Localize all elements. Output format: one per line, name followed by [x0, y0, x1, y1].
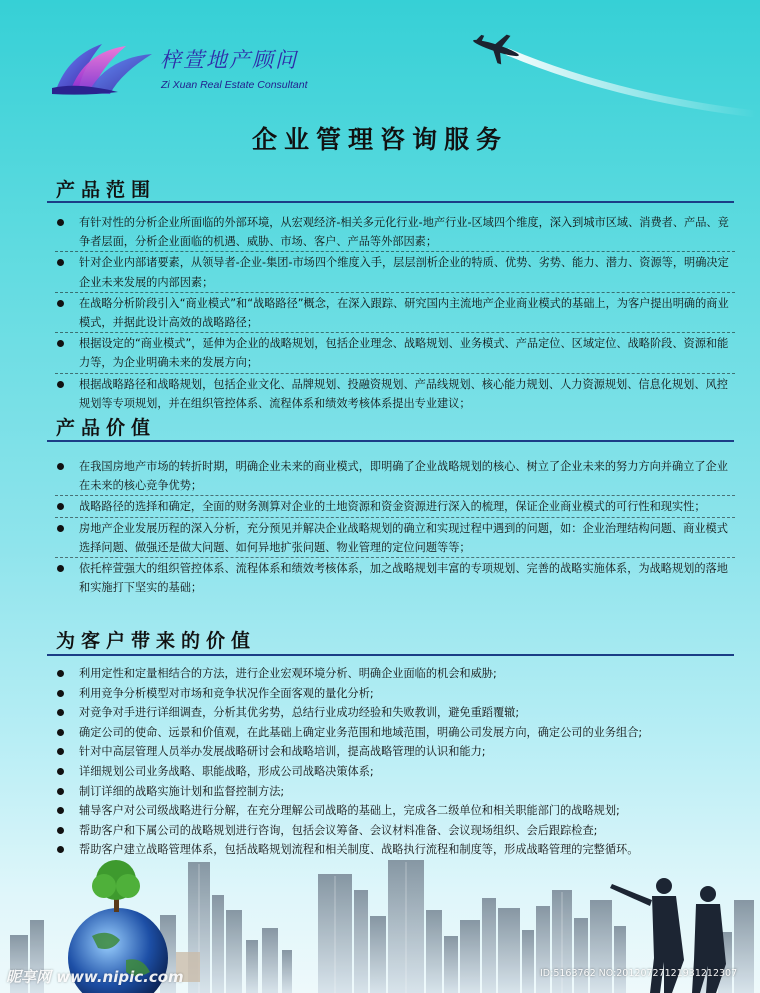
list-item: 帮助客户建立战略管理体系，包括战略规划流程和相关制度、战略执行流程和制度等，形成战略管理的完整循环。 [55, 840, 735, 860]
list-item: 依托梓萱强大的组织管控体系、流程体系和绩效考核体系，加之战略规划丰富的专项规划、完善的战略实施体系，为战略规划的落地和实施打下坚实的基础； [55, 559, 735, 597]
list-item: 在战略分析阶段引入“商业模式”和“战略路径”概念，在深入跟踪、研究国内主流地产企业商业模式的基础上，为客户提出明确的商业模式，并据此设计高效的战略路径； [55, 294, 735, 333]
scope-list [55, 213, 735, 413]
company-name-cn: 梓萱地产顾问 [160, 48, 298, 72]
list-item: 辅导客户对公司级战略进行分解，在充分理解公司战略的基础上，完成各二级单位和相关职能部门的战略规划; [55, 801, 735, 821]
list-item: 房地产企业发展历程的深入分析，充分预见并解决企业战略规划的确立和实现过程中遇到的问题，如：企业治理结构问题、商业模式选择问题、做强还是做大问题、如何异地扩张问题、物业管理的定位问题等等； [55, 519, 735, 558]
company-name-en: Zi Xuan Real Estate Consultant [161, 79, 308, 91]
list-item: 制订详细的战略实施计划和监督控制方法; [55, 782, 735, 802]
list-item: 针对中高层管理人员举办发展战略研讨会和战略培训，提高战略管理的认识和能力; [55, 742, 735, 762]
page-title: 企业管理咨询服务 [251, 125, 508, 154]
client-value-list [55, 664, 735, 860]
list-item: 针对企业内部诸要素，从领导者-企业-集团-市场四个维度入手，层层剖析企业的特质、优势、劣势、能力、潜力、资源等，明确决定企业未来发展的内部因素； [55, 253, 735, 292]
list-item: 确定公司的使命、远景和价值观，在此基础上确定业务范围和地域范围，明确公司发展方向，确定公司的业务组合; [55, 723, 735, 743]
list-item: 战略路径的选择和确定，全面的财务测算对企业的土地资源和资金资源进行深入的梳理，保证企业商业模式的可行性和现实性； [55, 497, 735, 517]
airplane-icon [468, 28, 758, 128]
list-item: 有针对性的分析企业所面临的外部环境，从宏观经济-相关多元化行业-地产行业-区域四个维度，深入到城市区域、消费者、产品、竞争者层面，分析企业面临的机遇、威胁、市场、客户、产品等外部因素； [55, 213, 735, 252]
list-item: 利用定性和定量相结合的方法，进行企业宏观环境分析、明确企业面临的机会和威胁; [55, 664, 735, 684]
section-divider [47, 654, 734, 656]
logo-shell-icon [48, 38, 158, 98]
watermark-site: 昵享网 www.nipic.com [6, 968, 184, 986]
watermark-id: ID:5163762 NO:20120727121931212307 [540, 968, 738, 979]
list-item: 根据设定的“商业模式”，延伸为企业的战略规划，包括企业理念、战略规划、业务模式、产品定位、区域定位、战略阶段、资源和能力等，为企业明确未来的发展方向； [55, 334, 735, 373]
value-list [55, 457, 735, 597]
list-item: 利用竞争分析模型对市场和竞争状况作全面客观的量化分析; [55, 684, 735, 704]
section-title-scope: 产品范围 [56, 179, 157, 201]
list-item: 帮助客户和下属公司的战略规划进行咨询，包括会议筹备、会议材料准备、会议现场组织、会后跟踪检查; [55, 821, 735, 841]
list-item: 详细规划公司业务战略、职能战略，形成公司战略决策体系; [55, 762, 735, 782]
list-item: 对竞争对手进行详细调查，分析其优劣势，总结行业成功经验和失败教训，避免重蹈覆辙; [55, 703, 735, 723]
section-divider [47, 440, 734, 442]
section-title-client-value: 为客户带来的价值 [56, 630, 257, 652]
header [0, 0, 760, 110]
section-title-value: 产品价值 [56, 417, 157, 439]
list-item: 在我国房地产市场的转折时期，明确企业未来的商业模式，即明确了企业战略规划的核心、树立了企业未来的努力方向并确立了企业在未来的核心竞争优势； [55, 457, 735, 496]
list-item: 根据战略路径和战略规划，包括企业文化、品牌规划、投融资规划、产品线规划、核心能力规划、人力资源规划、信息化规划、风控规划等专项规划，并在组织管控体系、流程体系和绩效考核体系提出专业建议； [55, 375, 735, 413]
section-divider [47, 201, 734, 203]
